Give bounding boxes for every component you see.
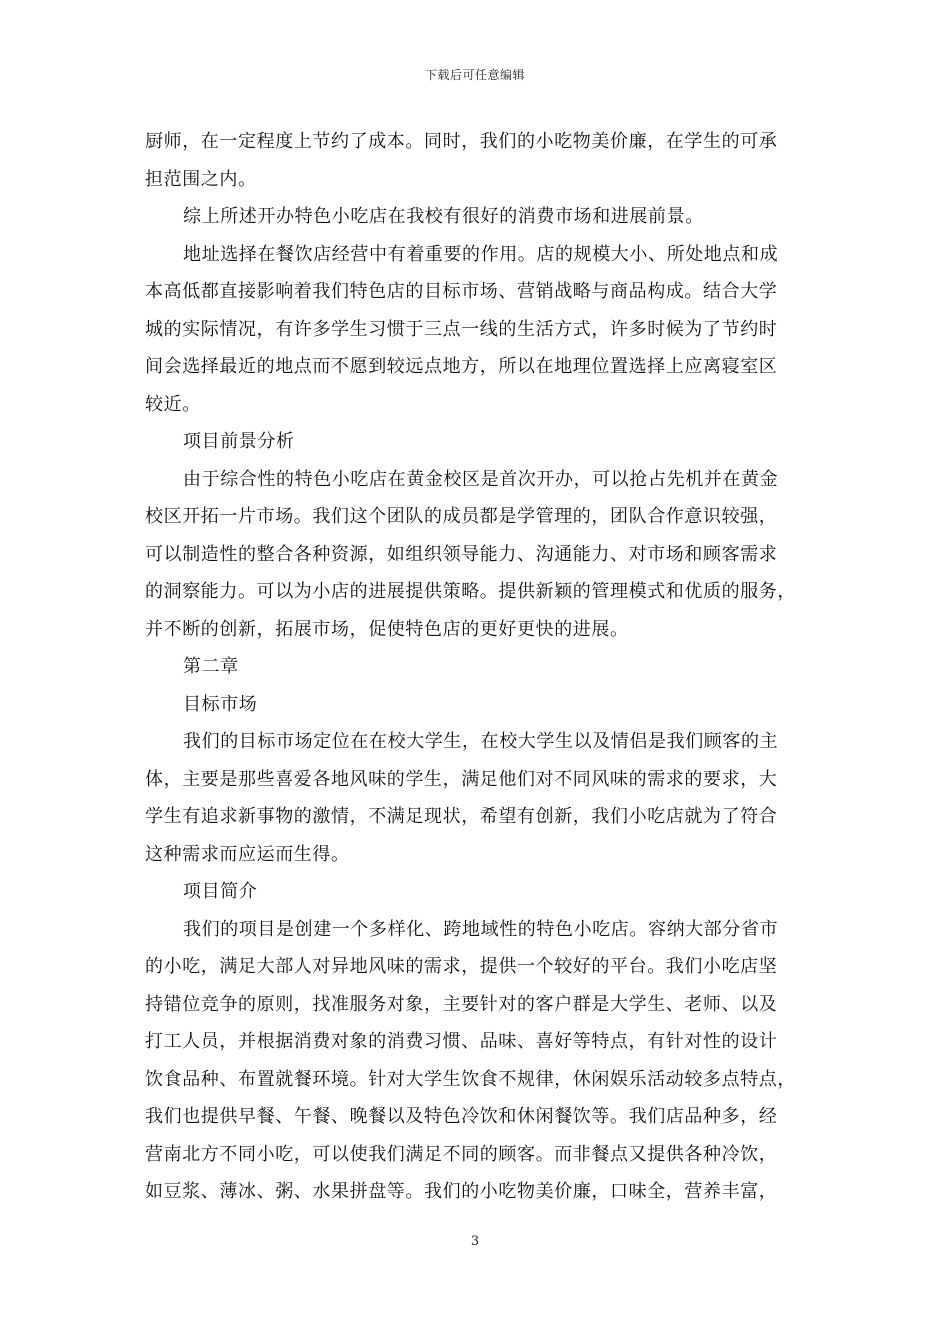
text-line: 打工人员，并根据消费对象的消费习惯、品味、喜好等特点，有针对性的设计 xyxy=(145,1031,778,1052)
text-line: 持错位竞争的原则，找准服务对象，主要针对的客户群是大学生、老师、以及 xyxy=(145,993,778,1015)
text-line: 我们的项目是创建一个多样化、跨地域性的特色小吃店。容纳大部分省市 xyxy=(183,918,779,940)
text-line: 间会选择最近的地点而不愿到较远点地方，所以在地理位置选择上应离寝室区 xyxy=(145,356,778,377)
text-line: 学生有追求新事物的激情，不满足现状，希望有创新，我们小吃店就为了符合 xyxy=(145,806,778,827)
text-line: 本高低都直接影响着我们特色店的目标市场、营销战略与商品构成。结合大学 xyxy=(145,281,778,302)
text-line: 并不断的创新，拓展市场，促使特色店的更好更快的进展。 xyxy=(145,618,629,640)
page-header: 下载后可任意编辑 xyxy=(424,68,525,82)
chapter-heading: 第二章 xyxy=(183,656,239,677)
text-line: 可以制造性的整合各种资源，如组织领导能力、沟通能力、对市场和顾客需求 xyxy=(145,543,778,565)
text-line: 这种需求而应运而生得。 xyxy=(145,843,350,865)
section-heading: 目标市场 xyxy=(183,693,258,715)
text-line: 饮食品种、布置就餐环境。针对大学生饮食不规律，休闲娱乐活动较多点特点， xyxy=(145,1068,796,1090)
text-line: 担范围之内。 xyxy=(145,168,257,190)
text-line: 由于综合性的特色小吃店在黄金校区是首次开办，可以抢占先机并在黄金 xyxy=(183,468,779,490)
text-line: 地址选择在餐饮店经营中有着重要的作用。店的规模大小、所处地点和成 xyxy=(183,243,779,265)
section-heading: 项目简介 xyxy=(183,881,258,902)
text-line: 的小吃，满足大部人对异地风味的需求，提供一个较好的平台。我们小吃店坚 xyxy=(145,956,778,977)
body-text xyxy=(145,123,810,1211)
text-line: 体，主要是那些喜爱各地风味的学生，满足他们对不同风味的需求的要求，大 xyxy=(145,768,778,790)
text-line: 校区开拓一片市场。我们这个团队的成员都是学管理的，团队合作意识较强， xyxy=(145,506,778,527)
text-line: 我们也提供早餐、午餐、晚餐以及特色冷饮和休闲餐饮等。我们店品种多，经 xyxy=(145,1106,778,1127)
text-line: 的洞察能力。可以为小店的进展提供策略。提供新颖的管理模式和优质的服务， xyxy=(145,581,796,602)
text-line: 较近。 xyxy=(145,393,201,415)
section-heading: 项目前景分析 xyxy=(183,431,295,452)
page-number: 3 xyxy=(470,1234,480,1249)
text-line: 综上所述开办特色小吃店在我校有很好的消费市场和进展前景。 xyxy=(183,206,704,227)
text-line: 如豆浆、薄冰、粥、水果拼盘等。我们的小吃物美价廉，口味全，营养丰富， xyxy=(145,1181,778,1202)
text-line: 我们的目标市场定位在在校大学生，在校大学生以及情侣是我们顾客的主 xyxy=(183,731,779,752)
text-line: 厨师，在一定程度上节约了成本。同时，我们的小吃物美价廉，在学生的可承 xyxy=(145,131,778,152)
text-line: 营南北方不同小吃，可以使我们满足不同的顾客。而非餐点又提供各种冷饮， xyxy=(145,1143,778,1165)
text-line: 城的实际情况，有许多学生习惯于三点一线的生活方式，许多时候为了节约时 xyxy=(145,318,778,340)
